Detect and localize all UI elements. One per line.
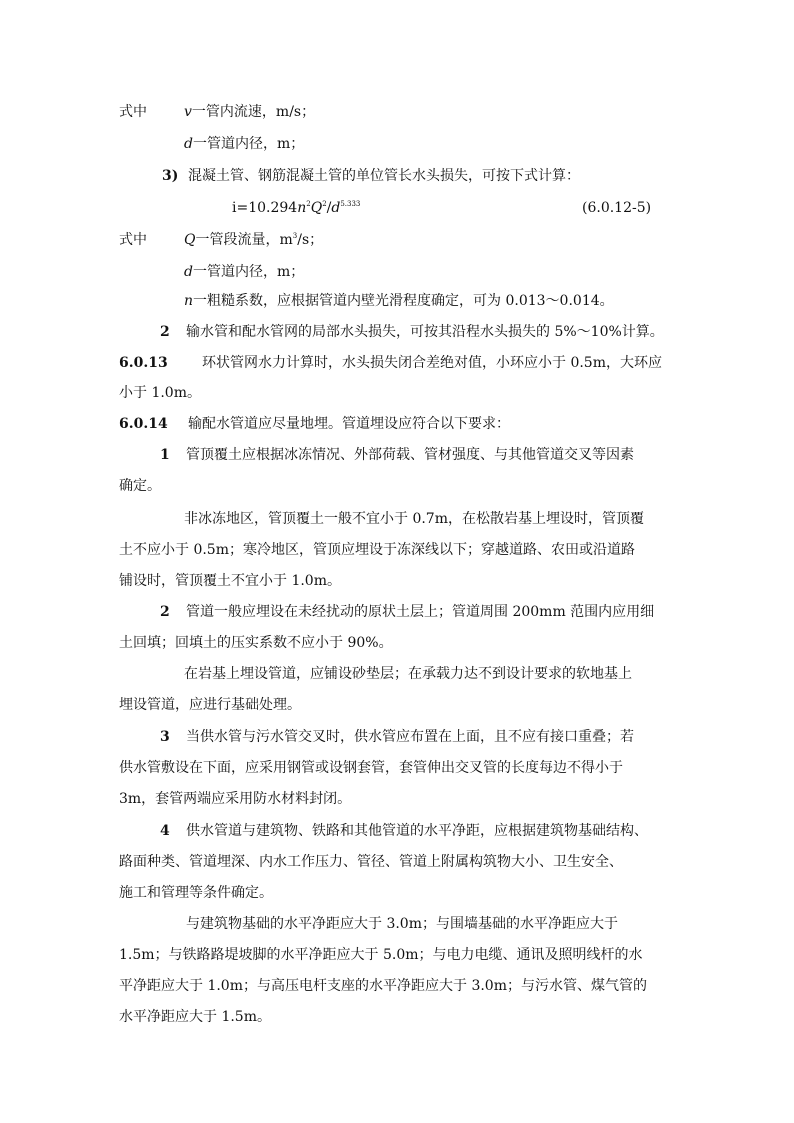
- text-line: [160, 446, 170, 464]
- paragraph-text: 3m，套管两端应采用防水材料封闭。: [119, 791, 352, 807]
- symbol: n: [184, 293, 194, 309]
- formula-prefix: i=10.294: [232, 200, 298, 216]
- paragraph-text: 在岩基上埋设管道，应铺设砂垫层；在承载力达不到设计要求的软地基上: [184, 666, 632, 682]
- paragraph-text: 管道一般应埋设在未经扰动的原状土层上；管道周围 200mm 范围内应用细: [186, 604, 655, 620]
- text-line: [186, 603, 654, 621]
- text-line: [119, 477, 161, 495]
- where-label: 式中: [119, 104, 147, 120]
- text-line: [119, 541, 635, 559]
- definition-text: 一粗糙系数，应根据管道内壁光滑程度确定，可为 0.013～0.014。: [193, 293, 614, 309]
- text-line: [119, 415, 168, 433]
- text-line: [119, 384, 201, 402]
- text-line: [184, 292, 614, 310]
- definition-text: 一管内流速，m/s；: [191, 104, 316, 120]
- text-line: [186, 822, 648, 840]
- paragraph-text: 土不应小于 0.5m；寒冷地区，管顶应埋设于冻深线以下；穿越道路、农田或沿道路: [119, 542, 635, 558]
- item-number: 4: [160, 823, 170, 839]
- paragraph-text: 确定。: [119, 478, 161, 494]
- text-line: [119, 946, 643, 964]
- text-line: [119, 977, 647, 995]
- where-label: 式中: [119, 232, 147, 248]
- text-line: [184, 231, 323, 249]
- text-line: [184, 665, 632, 683]
- paragraph-text: 埋设管道，应进行基础处理。: [119, 697, 301, 713]
- text-line: [184, 263, 304, 281]
- formula-sup: 5.333: [340, 200, 361, 208]
- equation-number: [582, 199, 651, 217]
- paragraph-text: 混凝土管、钢筋混凝土管的单位管长水头损失，可按下式计算：: [188, 168, 580, 184]
- text-line: [188, 415, 510, 433]
- text-line: [119, 759, 623, 777]
- text-line: [184, 103, 315, 121]
- formula-sup: 2: [322, 200, 327, 208]
- paragraph-text: 管顶覆土应根据冰冻情况、外部荷载、管材强度、与其他管道交叉等因素: [186, 447, 634, 463]
- formula-sup: 2: [306, 200, 311, 208]
- symbol: v: [184, 104, 192, 120]
- text-line: [119, 231, 147, 249]
- text-line: [119, 572, 341, 590]
- text-line: [119, 884, 273, 902]
- paragraph-text: 1.5m；与铁路路堤坡脚的水平净距应大于 5.0m；与电力电缆、通讯及照明线杆的水: [119, 947, 643, 963]
- text-line: [119, 696, 301, 714]
- paragraph-text: 当供水管与污水管交叉时，供水管应布置在上面，且不应有接口重叠；若: [186, 729, 634, 745]
- text-line: [119, 354, 168, 372]
- symbol: Q: [184, 232, 196, 248]
- text-line: [162, 167, 178, 185]
- paragraph-text: 土回填；回填土的压实系数不应小于 90%。: [119, 635, 393, 651]
- text-line: [188, 167, 580, 185]
- symbol: d: [184, 264, 193, 280]
- formula-q: Q: [310, 200, 323, 216]
- item-number: 3: [160, 729, 170, 745]
- paragraph-text: 平净距应大于 1.0m；与高压电杆支座的水平净距应大于 3.0m；与污水管、煤气管的: [119, 978, 647, 994]
- paragraph-text: 路面种类、管道埋深、内水工作压力、管径、管道上附属构筑物大小、卫生安全、: [119, 854, 623, 870]
- paragraph-text: 供水管敷设在下面，应采用钢管或设钢套管，套管伸出交叉管的长度每边不得小于: [119, 760, 623, 776]
- text-line: [119, 103, 147, 121]
- definition-text: /s；: [297, 232, 324, 248]
- text-line: [202, 354, 662, 372]
- definition-text: 一管段流量，m: [195, 232, 293, 248]
- item-number: 1: [160, 447, 170, 463]
- text-line: [160, 728, 170, 746]
- text-line: [119, 634, 393, 652]
- paragraph-text: 铺设时，管顶覆土不宜小于 1.0m。: [119, 573, 341, 589]
- item-number: 2: [160, 604, 170, 620]
- clause-number: 6.0.14: [119, 416, 168, 432]
- text-line: [119, 790, 351, 808]
- text-line: [160, 822, 170, 840]
- symbol: d: [184, 136, 193, 152]
- paragraph-text: 水平净距应大于 1.5m。: [119, 1009, 271, 1025]
- text-line: [160, 603, 170, 621]
- text-line: [184, 510, 644, 528]
- item-number: 3): [162, 168, 179, 184]
- definition-text: 一管道内径，m；: [192, 264, 305, 280]
- text-line: [119, 853, 623, 871]
- paragraph-text: 与建筑物基础的水平净距应大于 3.0m；与围墙基础的水平净距应大于: [186, 916, 618, 932]
- paragraph-text: 环状管网水力计算时，水头损失闭合差绝对值，小环应小于 0.5m，大环应: [202, 355, 662, 371]
- text-line: [186, 323, 664, 341]
- text-line: [186, 728, 634, 746]
- formula-n: n: [297, 200, 307, 216]
- paragraph-text: 非冰冻地区，管顶覆土一般不宜小于 0.7m，在松散岩基上埋设时，管顶覆: [184, 511, 644, 527]
- paragraph-text: 输水管和配水管网的局部水头损失，可按其沿程水头损失的 5%～10%计算。: [186, 324, 664, 340]
- unit-sup: 3: [292, 232, 298, 240]
- paragraph-text: 输配水管道应尽量地埋。管道埋设应符合以下要求：: [188, 416, 510, 432]
- paragraph-text: 供水管道与建筑物、铁路和其他管道的水平净距，应根据建筑物基础结构、: [186, 823, 648, 839]
- paragraph-text: 小于 1.0m。: [119, 385, 201, 401]
- paragraph-text: 施工和管理等条件确定。: [119, 885, 273, 901]
- text-line: [160, 323, 170, 341]
- text-line: [186, 446, 634, 464]
- text-line: [186, 915, 618, 933]
- equation-number-text: (6.0.12-5): [582, 200, 652, 216]
- formula-slash: /: [326, 200, 332, 216]
- definition-text: 一管道内径，m；: [192, 136, 305, 152]
- formula: [232, 199, 360, 217]
- text-line: [119, 1008, 271, 1026]
- item-number: 2: [160, 324, 170, 340]
- clause-number: 6.0.13: [119, 355, 168, 371]
- text-line: [184, 135, 304, 153]
- formula-d: d: [331, 200, 341, 216]
